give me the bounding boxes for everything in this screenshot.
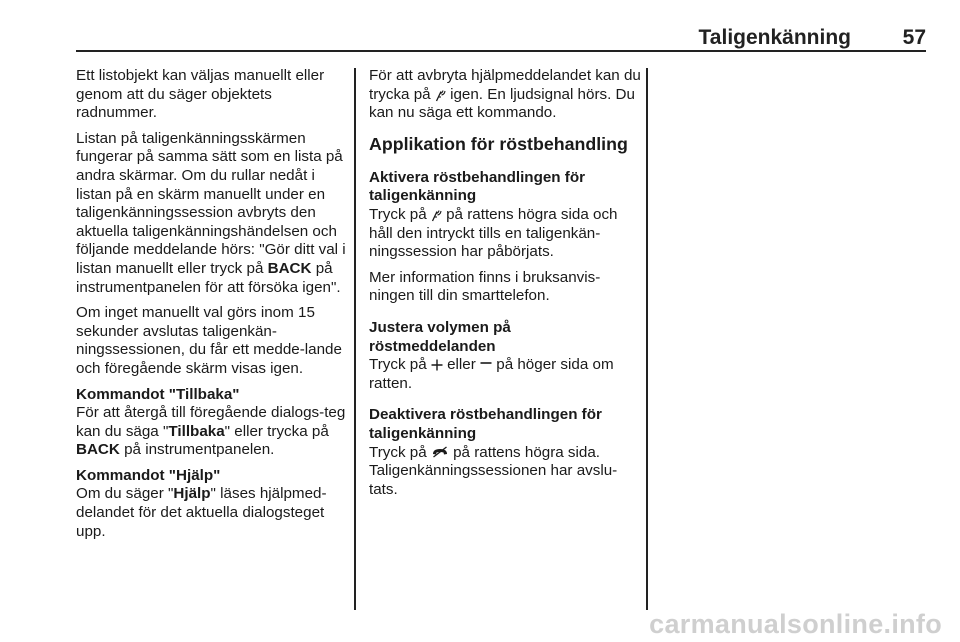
watermark: carmanualsonline.info bbox=[649, 609, 942, 639]
end-call-icon bbox=[431, 446, 449, 458]
help-command-heading: Kommandot "Hjälp" bbox=[76, 466, 221, 484]
minus-icon bbox=[480, 359, 492, 371]
paragraph-cancel-help: För att avbryta hjälpmeddelandet kan du trycka på igen. En ljudsignal hörs. Du kan nu säga ett kommando. bbox=[369, 67, 641, 122]
back-command-text: För att återgå till föregående dialogs-teg kan du säga "Tillbaka" eller trycka på BACK på instrumentpanelen. bbox=[76, 404, 346, 459]
activate-block bbox=[369, 169, 641, 306]
paragraph-list-screen: Listan på taligenkänningsskärmen fungerar på samma sätt som en lista på andra skärmar. Om du rullar nedåt i listan på en skärm manuellt under en taligenkänningssession avbryts den aktuella taligenkänningshändelsen och följande meddelande hörs: "Gör ditt val i listan manuellt eller tryck på BACK på instrumentpanelen för att försöka igen". bbox=[76, 129, 346, 296]
deactivate-text: Tryck på på rattens högra sida. Taligenkänningssessionen har avslu-tats. bbox=[369, 443, 618, 498]
back-command-block bbox=[76, 386, 348, 460]
page-number: 57 bbox=[902, 26, 926, 49]
deactivate-heading: Deaktivera röstbehandlingen för taligenkänning bbox=[369, 406, 602, 442]
deactivate-block bbox=[369, 406, 641, 499]
help-command-block bbox=[76, 467, 348, 541]
column-divider-right bbox=[646, 68, 648, 610]
back-key-label: BACK bbox=[267, 259, 312, 277]
paragraph-list-item-select: Ett listobjekt kan väljas manuellt eller genom att du säger objektets radnummer. bbox=[76, 67, 325, 122]
activate-more-info: Mer information finns i bruksanvis-ningen till din smarttelefon. bbox=[369, 268, 601, 305]
column-divider-left bbox=[354, 68, 356, 610]
voice-recognition-icon bbox=[431, 208, 442, 222]
back-command-heading: Kommandot "Tillbaka" bbox=[76, 385, 240, 403]
activate-text: Tryck på på rattens högra sida och håll den intryckt tills en taligenkän-ningssession har påbörjats. bbox=[369, 205, 618, 261]
header-rule bbox=[76, 50, 926, 52]
voice-recognition-icon bbox=[435, 88, 446, 102]
page-header bbox=[76, 26, 926, 48]
section-heading-voice-app: Applikation för röstbehandling bbox=[369, 133, 628, 154]
text-column-1 bbox=[76, 67, 348, 548]
volume-text: Tryck på eller på höger sida om ratten. bbox=[369, 356, 614, 392]
text-column-2 bbox=[369, 67, 641, 506]
plus-icon bbox=[431, 359, 443, 371]
activate-heading: Aktivera röstbehandlingen för taligenkänning bbox=[369, 168, 586, 205]
volume-heading: Justera volymen på röstmeddelanden bbox=[369, 318, 511, 355]
help-command-text: Om du säger "Hjälp" läses hjälpmed-delandet för det aktuella dialogsteget upp. bbox=[76, 485, 327, 540]
header-title: Taligenkänning bbox=[698, 26, 851, 49]
volume-block bbox=[369, 319, 641, 393]
paragraph-timeout: Om inget manuellt val görs inom 15 sekunder avslutas taligenkän-ningssessionen, du får ett medde-lande och föregående skärm visas igen. bbox=[76, 304, 342, 377]
